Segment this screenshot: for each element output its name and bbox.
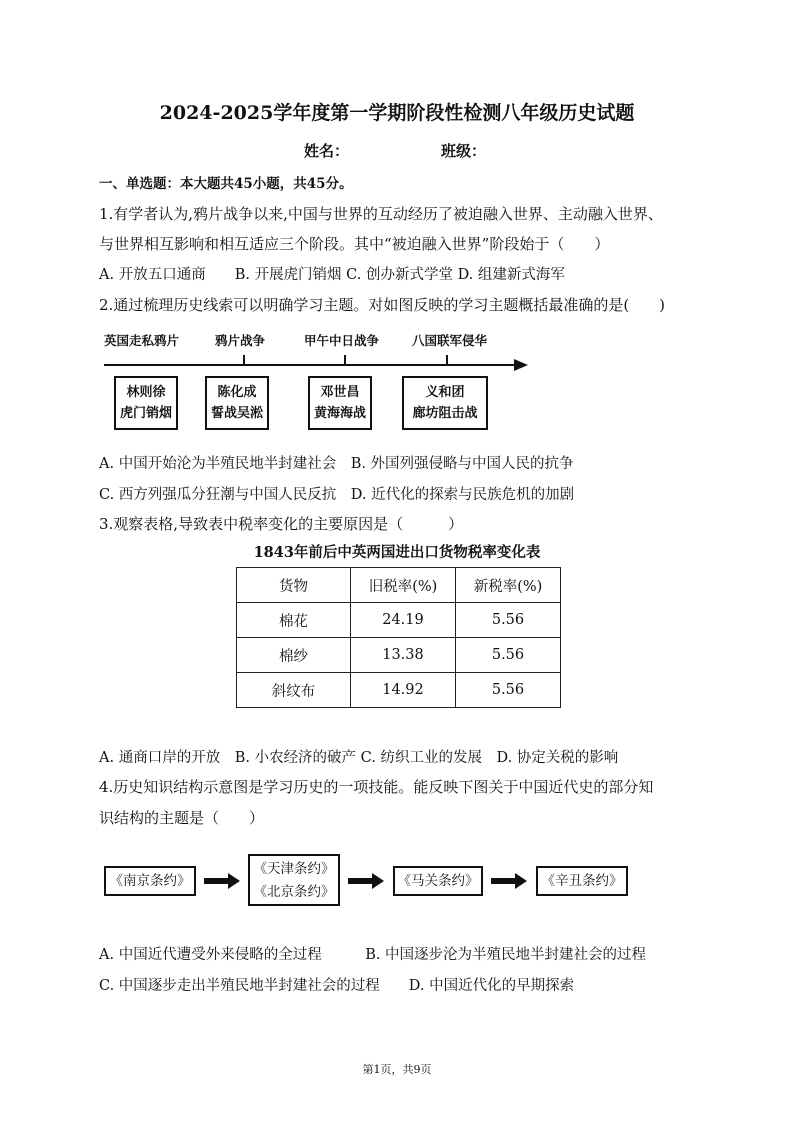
q2-stem: 2.通过梳理历史线索可以明确学习主题。对如图反映的学习主题概括最准确的是( ) (99, 296, 666, 314)
q2-options-cd: C. 西方列强瓜分狂潮与中国人民反抗 D. 近代化的探索与民族危机的加剧 (99, 487, 575, 503)
table-title: 1843年前后中英两国进出口货物税率变化表 (253, 544, 541, 561)
timeline-event-box: 林则徐 虎门销烟 (114, 376, 178, 430)
q4-stem-line2: 识结构的主题是（ ） (99, 809, 265, 827)
q4-options-cd: C. 中国逐步走出半殖民地半封建社会的过程 D. 中国近代化的早期探索 (99, 978, 575, 994)
timeline-label: 鸦片战争 (215, 333, 266, 348)
table-row (237, 638, 561, 673)
table-cell: 斜纹布 (237, 673, 351, 708)
flow-box: 《马关条约》 (393, 866, 483, 896)
section-heading: 一、单选题：本大题共45小题，共45分。 (99, 176, 353, 192)
q2-options-ab: A. 中国开始沦为半殖民地半封建社会 B. 外国列强侵略与中国人民的抗争 (99, 456, 574, 472)
q1-stem-line1: 1.有学者认为,鸦片战争以来,中国与世界的互动经历了被迫融入世界、主动融入世界、 (99, 205, 663, 223)
timeline-event-box: 陈化成 誓战吴淞 (205, 376, 269, 430)
table-header-cell: 新税率(%) (456, 568, 561, 603)
class-label: 班级： (441, 142, 487, 160)
table-cell: 5.56 (456, 603, 561, 638)
q1-options: A. 开放五口通商 B. 开展虎门销烟 C. 创办新式学堂 D. 组建新式海军 (99, 267, 565, 283)
table-header-cell: 货物 (237, 568, 351, 603)
flow-box: 《辛丑条约》 (536, 866, 628, 896)
q3-options: A. 通商口岸的开放 B. 小农经济的破产 C. 纺织工业的发展 D. 协定关税的影响 (99, 750, 619, 766)
flow-box: 《南京条约》 (104, 866, 196, 896)
tariff-table (236, 567, 561, 708)
page-title: 2024-2025学年度第一学期阶段性检测八年级历史试题 (159, 102, 635, 124)
flow-box-line: 《天津条约》 (253, 861, 335, 877)
timeline-label: 英国走私鸦片 (104, 333, 180, 348)
table-row (237, 603, 561, 638)
table-cell: 5.56 (456, 673, 561, 708)
table-cell: 14.92 (351, 673, 456, 708)
flow-box-line: 《北京条约》 (253, 884, 335, 900)
table-cell: 棉纱 (237, 638, 351, 673)
table-row (237, 673, 561, 708)
timeline-event-box: 义和团 廊坊阻击战 (402, 376, 488, 430)
q1-stem-line2: 与世界相互影响和相互适应三个阶段。其中“被迫融入世界”阶段始于（ ） (99, 235, 610, 253)
timeline-label: 八国联军侵华 (412, 333, 488, 348)
table-header-row (237, 568, 561, 603)
flow-box (248, 854, 340, 906)
table-cell: 5.56 (456, 638, 561, 673)
table-cell: 24.19 (351, 603, 456, 638)
page-footer: 第1页，共9页 (362, 1063, 432, 1076)
q4-stem-line1: 4.历史知识结构示意图是学习历史的一项技能。能反映下图关于中国近代史的部分知 (99, 778, 654, 796)
timeline-arrowhead (514, 359, 528, 371)
timeline-event-box: 邓世昌 黄海海战 (308, 376, 372, 430)
q4-options-ab: A. 中国近代遭受外来侵略的全过程 B. 中国逐步沦为半殖民地半封建社会的过程 (99, 947, 647, 963)
table-cell: 13.38 (351, 638, 456, 673)
timeline-label: 甲午中日战争 (304, 333, 380, 348)
table-cell: 棉花 (237, 603, 351, 638)
table-header-cell: 旧税率(%) (351, 568, 456, 603)
name-label: 姓名： (304, 142, 350, 160)
timeline-axis (104, 364, 516, 366)
q3-stem: 3.观察表格,导致表中税率变化的主要原因是（ ） (99, 515, 464, 533)
